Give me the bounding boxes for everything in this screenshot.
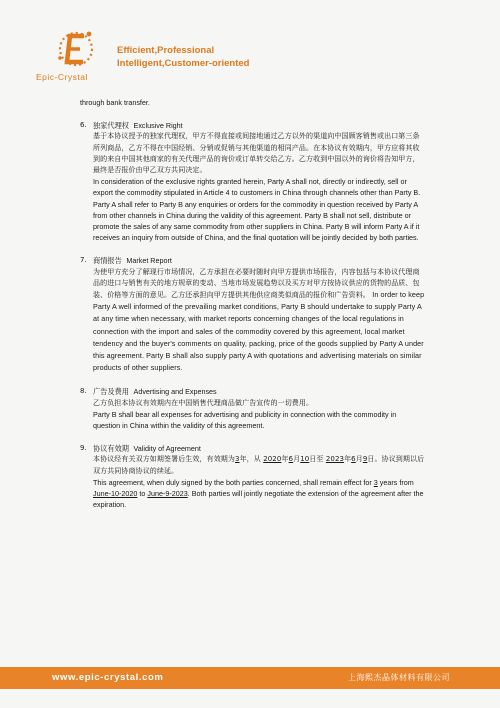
validity-zh-text: 日至 <box>309 455 324 464</box>
validity-zh-text: 年 <box>281 455 289 464</box>
footer-company-name: 上海熙杰晶体材料有限公司 <box>348 673 450 682</box>
logo-mark-icon <box>54 28 94 70</box>
validity-en-text: This agreement, when duly signed by the both parties concerned, shall remain effect for <box>93 477 372 487</box>
section-title <box>93 120 425 131</box>
section-advertising <box>80 386 425 431</box>
section-title-zh: 独家代理权 <box>93 121 129 131</box>
section-title <box>93 386 425 397</box>
start-date-en: June-10-2020 <box>93 489 138 499</box>
footer-bar <box>0 667 500 689</box>
validity-zh-text: 月 <box>355 455 363 464</box>
start-day: 10 <box>300 455 310 464</box>
section-number: 9. <box>80 444 87 453</box>
section-title-en: Advertising and Expenses <box>133 387 217 397</box>
section-title-zh: 协议有效期 <box>93 444 129 454</box>
end-year: 2023 <box>325 455 345 464</box>
section-exclusive-right <box>80 120 425 243</box>
section-title <box>93 255 425 266</box>
validity-zh-text: 本协议经有关双方如期签署后生效，有效期为 <box>93 455 235 464</box>
validity-zh-text: 日。协议到期以后双方共同协商协议的续延。 <box>93 455 425 475</box>
company-logo <box>38 28 106 86</box>
section-text-en: In order to keep Party A well informed of the prevailing market conditions, Party B should undertake to supply Party A at any time when necessary, with market reports concerning changes of the local regulations in connection with the import and sales of the commodity covered by this agreement, local market tendency and the buyer's comments on quality, packing, price of the goods supplied by Party A under this agreement. Party B shall also supply party A with quotations and advertising materials on similar products of other suppliers. <box>93 290 425 373</box>
validity-en-text: . Both parties will jointly negotiate the extension of the agreement after the expiration. <box>93 489 424 510</box>
validity-en-text: to <box>139 489 146 499</box>
section-number: 6. <box>80 121 87 130</box>
continued-text: through bank transfer. <box>80 98 150 107</box>
section-text-zh: 基于本协议授予的独家代理权，甲方不得直接或间接地通过乙方以外的渠道向中国顾客销售或出口第三条所列商品，乙方不得在中国经销、分销或促销与其他渠道的相同产品。在本协议有效期内，甲方应将其收到的来自中国其他商家的有关代理产品的询价或订单转交给乙方。乙方收到中国以外的询价将告知甲方，最终是否报价由甲乙双方共同决定。 <box>93 132 420 175</box>
agreement-body <box>80 97 425 511</box>
section-text-en <box>93 477 425 511</box>
slogan-line-1: Efficient,Professional <box>117 45 215 56</box>
section-text-zh: 乙方负担本协议有效期内在中国销售代理商品做广告宣传的一切费用。 <box>93 398 314 407</box>
section-text-zh <box>93 267 425 375</box>
start-year: 2020 <box>263 455 282 464</box>
start-month: 6 <box>288 455 294 464</box>
brand-name: Epic-Crystal <box>36 72 88 82</box>
section-title-en: Exclusive Right <box>133 121 183 131</box>
slogan-line-2: Intelligent,Customer-oriented <box>117 58 250 69</box>
section-title-en: Market Report <box>126 256 172 266</box>
validity-years: 3 <box>235 455 240 464</box>
end-day: 9 <box>362 455 368 464</box>
validity-zh-text: 年 <box>344 455 352 464</box>
validity-zh-text: 月 <box>293 455 301 464</box>
end-month: 6 <box>351 455 356 464</box>
slogan <box>117 44 249 70</box>
section-text-en: In consideration of the exclusive rights granted herein, Party A shall not, directly or indirectly, sell or export the commodity stipulated in Article 4 to customers in China through channels other than Party B. Party A shall refer to Party B any enquiries or orders for the commodity in question received by Party A from other channels in China during the validity of this agreement. Party B shall not sell, distribute or promote the sales of any same commodity from other suppliers in China. Party B will inform Party A if it receives an inquiry from outside of China, and the final quotation will be jointly decided by both parties. <box>93 177 421 243</box>
section-number: 7. <box>80 256 87 265</box>
section-market-report <box>80 255 425 374</box>
validity-en-text: years from <box>379 477 414 487</box>
footer-url: www.epic-crystal.com <box>52 672 164 683</box>
section-title-en: Validity of Agreement <box>133 444 201 454</box>
section-text-zh-part: 为使甲方充分了解现行市场情况，乙方承担在必要时随时向甲方提供市场报告，内容包括与本协议代理商品的进口与销售有关的地方规章的变动、当地市场发展趋势以及买方对甲方按协议供应的货物的品质、包装、价格等方面的意见。乙方还承担向甲方提供其他供应商类似商品的报价和广告资料。 <box>93 267 420 300</box>
section-number: 8. <box>80 387 87 396</box>
end-date-en: June-9-2023 <box>147 489 188 499</box>
section-title <box>93 443 425 454</box>
validity-zh-text: 年，从 <box>239 455 261 464</box>
section-text-en: Party B shall bear all expenses for advertising and publicity in connection with the commodity in question in China within the validity of this agreement. <box>93 409 397 431</box>
validity-years-en: 3 <box>373 477 378 487</box>
section-text-zh <box>93 454 425 476</box>
section-title-zh: 广告及费用 <box>93 387 129 397</box>
section-title-zh: 商情报告 <box>93 256 122 266</box>
section-validity <box>80 443 425 510</box>
